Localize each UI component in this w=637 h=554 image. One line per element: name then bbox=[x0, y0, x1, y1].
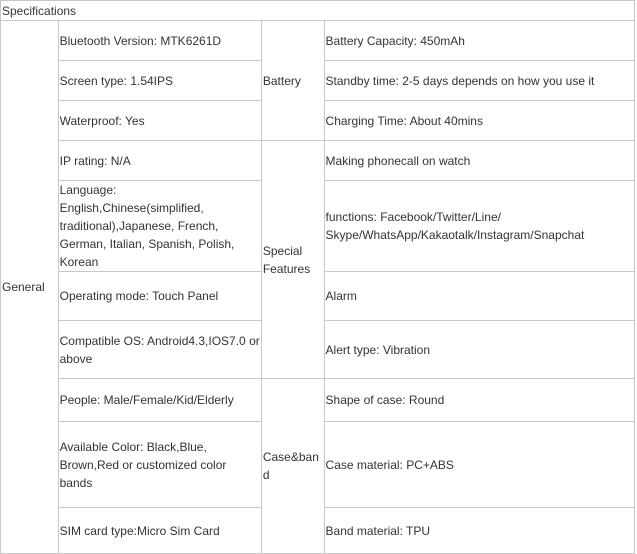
spec-compatible-os: Compatible OS: Android4.3,IOS7.0 or above bbox=[58, 321, 261, 379]
spec-waterproof: Waterproof: Yes bbox=[58, 101, 261, 141]
spec-functions: functions: Facebook/Twitter/Line/ Skype/WhatsApp/Kakaotalk/Instagram/Snapchat bbox=[324, 181, 634, 272]
spec-charging-time: Charging Time: About 40mins bbox=[324, 101, 634, 141]
table-title: Specifications bbox=[1, 1, 635, 21]
group-general-label: General bbox=[1, 21, 59, 554]
group-battery-label: Battery bbox=[261, 21, 324, 141]
spec-case-material: Case material: PC+ABS bbox=[324, 422, 634, 508]
spec-alert-type: Alert type: Vibration bbox=[324, 321, 634, 379]
group-caseband-label: Case&band bbox=[261, 379, 324, 554]
spec-ip-rating: IP rating: N/A bbox=[58, 141, 261, 181]
group-special-label: Special Features bbox=[261, 141, 324, 379]
title-row bbox=[1, 1, 635, 21]
spec-bluetooth: Bluetooth Version: MTK6261D bbox=[58, 21, 261, 61]
spec-people: People: Male/Female/Kid/Elderly bbox=[58, 379, 261, 422]
spec-phonecall: Making phonecall on watch bbox=[324, 141, 634, 181]
table-row bbox=[1, 141, 635, 181]
spec-band-material: Band material: TPU bbox=[324, 508, 634, 554]
spec-alarm: Alarm bbox=[324, 272, 634, 321]
spec-sim-card: SIM card type:Micro Sim Card bbox=[58, 508, 261, 554]
spec-screen-type: Screen type: 1.54IPS bbox=[58, 61, 261, 101]
spec-language: Language: English,Chinese(simplified, traditional),Japanese, French, German, Italian, Spanish, Polish, Korean bbox=[58, 181, 261, 272]
spec-shape-of-case: Shape of case: Round bbox=[324, 379, 634, 422]
spec-battery-capacity: Battery Capacity: 450mAh bbox=[324, 21, 634, 61]
spec-available-color: Available Color: Black,Blue, Brown,Red or customized color bands bbox=[58, 422, 261, 508]
spec-operating-mode: Operating mode: Touch Panel bbox=[58, 272, 261, 321]
table-row bbox=[1, 21, 635, 61]
table-row bbox=[1, 379, 635, 422]
spec-standby-time: Standby time: 2-5 days depends on how you use it bbox=[324, 61, 634, 101]
